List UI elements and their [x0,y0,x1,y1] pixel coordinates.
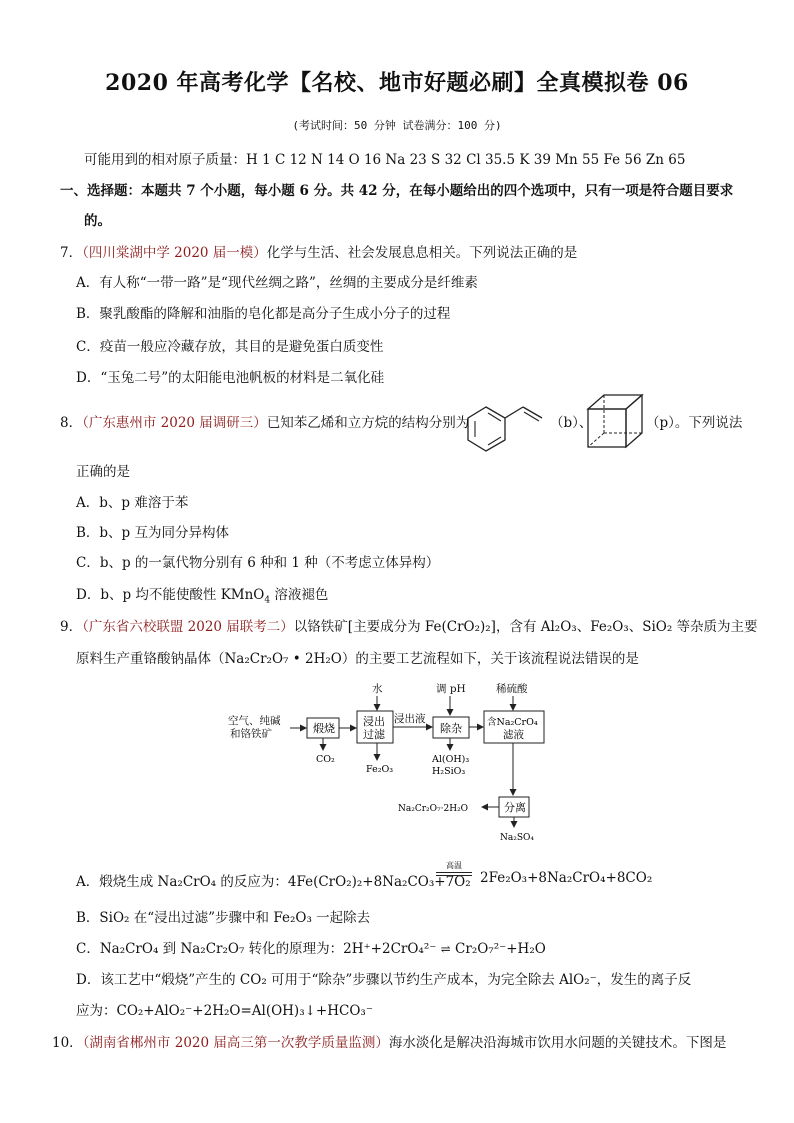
section-heading [60,179,733,199]
flow-box-calcine-label: 煅烧 [313,722,335,735]
q7-option-b: B．聚乳酸酯的降解和油脂的皂化都是高分子生成小分子的过程 [76,306,451,322]
question-9-stem-line2: 原料生产重铬酸钠晶体（Na₂Cr₂O₇ • 2H₂O）的主要工艺流程如下，关于该流程说法错误的是 [76,651,639,667]
styrene-structure [466,393,552,455]
page-title: 2020 年高考化学【名校、地市好题必刷】全真模拟卷 06 [105,70,689,96]
subscript: 4 [264,595,271,606]
question-8-stem [60,411,469,431]
flow-adjust-ph: 调 pH [436,683,466,695]
flow-box-filtrate-l2: 滤液 [503,729,524,741]
q9-option-b: B．SiO₂ 在“浸出过滤”步骤中和 Fe₂O₃ 一起除去 [76,910,371,926]
flow-box-leach-l2: 过滤 [363,728,385,741]
question-number: 9． [60,619,83,635]
atomic-masses: 可能用到的相对原子质量：H 1 C 12 N 14 O 16 Na 23 S 32 Cl 35.5 K 39 Mn 55 Fe 56 Zn 65 [84,152,686,168]
q9-option-d: D．该工艺中“煅烧”产生的 CO₂ 可用于“除杂”步骤以节约生产成本，为完全除去 AlO₂⁻，发生的离子反 [76,972,692,988]
flow-input-line2: 和铬铁矿 [230,728,272,740]
q8-option-c: C．b、p 的一氯代物分别有 6 种和 1 种（不考虑立体异构） [76,555,440,571]
section-heading-line2: 的。 [84,213,111,229]
flow-box-filtrate-l1: 含Na₂CrO₄ [487,717,538,728]
q8-option-d-tail: 溶液褪色 [270,587,329,603]
question-source: （广东惠州市 2020 届调研三） [82,415,267,431]
flow-dilute-acid: 稀硫酸 [496,683,528,695]
q8-option-b: B．b、p 互为同分异构体 [76,525,229,541]
question-text: 已知苯乙烯和立方烷的结构分别为 [266,415,470,431]
flow-out-fe2o3: Fe₂O₃ [366,764,394,775]
q8-stem-continued: 正确的是 [76,464,130,480]
flow-leachate: 浸出液 [394,713,426,725]
question-text: 化学与生活、社会发展息息相关。下列说法正确的是 [266,245,578,261]
question-9-stem [60,615,758,635]
question-source: （湖南省郴州市 2020 届高三第一次教学质量监测） [82,1035,389,1051]
section-heading-line1: 一、选择题：本题共 7 个小题，每小题 6 分。共 42 分，在每小题给出的四个选项中，只有一项是符合题目要求 [60,183,734,199]
q9-option-a-products: 2Fe₂O₃+8Na₂CrO₄+8CO₂ [480,870,653,886]
question-text: 以铬铁矿[主要成分为 Fe(CrO₂)₂]，含有 Al₂O₃、Fe₂O₃、SiO₂ 等杂质为主要 [293,619,758,635]
flow-box-purify-label: 除杂 [440,722,462,735]
q8-option-d-text: D．b、p 均不能使酸性 KMnO [76,587,265,603]
flow-box-leach-l1: 浸出 [363,715,385,728]
question-10-stem [52,1031,726,1051]
cubane-structure [586,393,646,451]
question-number: 7． [60,245,83,261]
flow-box-separate-label: 分离 [504,801,526,814]
equilibrium-arrow-icon: ⇌ [440,942,451,956]
q9-option-c [76,937,546,957]
question-source: （四川棠湖中学 2020 届一模） [82,245,267,261]
q8-option-d [76,583,329,606]
flow-out-aloh3: Al(OH)₃ [432,754,470,765]
q9-option-a-text: A．煅烧生成 Na₂CrO₄ 的反应为：4Fe(CrO₂)₂+8Na₂CO₃+7O₂ [76,874,471,890]
flow-product: Na₂Cr₂O₇·2H₂O [398,804,469,814]
q7-option-a: A．有人称“一带一路”是“现代丝绸之路”，丝绸的主要成分是纤维素 [76,275,478,291]
q9-option-a [76,870,471,890]
flow-water: 水 [372,683,383,695]
question-7-stem [60,241,577,261]
flow-out-na2so4: Na₂SO₄ [500,833,535,843]
q7-option-c: C．疫苗一般应冷藏存放，其目的是避免蛋白质变性 [76,339,384,355]
label-b: （b）、 [550,415,593,431]
q8-option-a: A．b、p 难溶于苯 [76,495,189,511]
label-p: （p）。下列说法 [646,415,743,431]
flow-input-line1: 空气、纯碱 [228,715,281,727]
question-text: 海水淡化是解决沿海城市饮用水问题的关键技术。下图是 [388,1035,727,1051]
question-number: 8． [60,415,83,431]
flow-out-h2sio3: H₂SiO₃ [432,766,466,777]
flow-out-co2: CO₂ [316,754,335,765]
q7-option-d: D．“玉兔二号”的太阳能电池帆板的材料是二氧化硅 [76,370,385,386]
question-number: 10． [52,1035,83,1051]
process-flow-diagram [220,680,560,850]
reaction-condition [436,860,472,876]
q9-option-c-text: C．Na₂CrO₄ 到 Na₂Cr₂O₇ 转化的原理为：2H⁺+2CrO₄²⁻ [76,941,437,957]
exam-info: (考试时间：50 分钟 试卷满分：100 分) [292,119,502,132]
condition-label: 高温 [446,861,462,870]
question-source: （广东省六校联盟 2020 届联考二） [82,619,294,635]
q9-option-d-line2: 应为：CO₂+AlO₂⁻+2H₂O=Al(OH)₃↓+HCO₃⁻ [76,1003,373,1019]
q9-option-c-tail: Cr₂O₇²⁻+H₂O [455,941,546,957]
